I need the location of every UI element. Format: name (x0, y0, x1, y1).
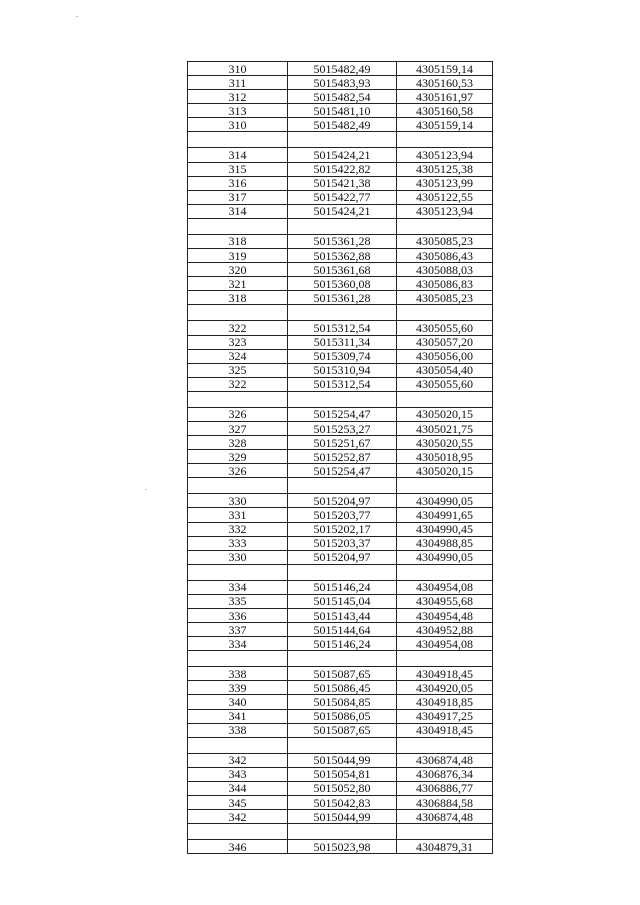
y-coordinate-cell: 4305020,15 (397, 407, 493, 421)
y-coordinate-cell: 4304990,05 (397, 494, 493, 508)
y-coordinate-cell: 4305054,40 (397, 363, 493, 377)
point-number-cell: 335 (188, 594, 288, 608)
x-coordinate-cell: 5015309,74 (288, 349, 397, 363)
table-row (188, 508, 493, 522)
point-number-cell: 338 (188, 723, 288, 737)
x-coordinate-cell: 5015254,47 (288, 464, 397, 478)
coordinates-table (187, 61, 493, 854)
x-coordinate-cell: 5015482,54 (288, 90, 397, 104)
empty-cell (397, 737, 493, 753)
table-row (188, 190, 493, 204)
y-coordinate-cell: 4304918,45 (397, 667, 493, 681)
table-row (188, 277, 493, 291)
y-coordinate-cell: 4305085,23 (397, 291, 493, 305)
table-row (188, 148, 493, 162)
empty-cell (288, 132, 397, 148)
point-number-cell: 323 (188, 335, 288, 349)
point-number-cell: 334 (188, 637, 288, 651)
table-row (188, 767, 493, 781)
table-row (188, 176, 493, 190)
table-spacer-row (188, 824, 493, 840)
point-number-cell: 339 (188, 681, 288, 695)
table-row (188, 349, 493, 363)
point-number-cell: 329 (188, 450, 288, 464)
table-row (188, 695, 493, 709)
x-coordinate-cell: 5015482,49 (288, 118, 397, 132)
point-number-cell: 322 (188, 321, 288, 335)
point-number-cell: 342 (188, 810, 288, 824)
y-coordinate-cell: 4305086,83 (397, 277, 493, 291)
table-row (188, 162, 493, 176)
x-coordinate-cell: 5015143,44 (288, 609, 397, 623)
x-coordinate-cell: 5015483,93 (288, 76, 397, 90)
empty-cell (288, 218, 397, 234)
table-row (188, 637, 493, 651)
y-coordinate-cell: 4305161,97 (397, 90, 493, 104)
point-number-cell: 344 (188, 781, 288, 795)
empty-cell (288, 824, 397, 840)
x-coordinate-cell: 5015086,45 (288, 681, 397, 695)
x-coordinate-cell: 5015145,04 (288, 594, 397, 608)
point-number-cell: 338 (188, 667, 288, 681)
y-coordinate-cell: 4305055,60 (397, 321, 493, 335)
table-row (188, 363, 493, 377)
x-coordinate-cell: 5015362,88 (288, 249, 397, 263)
empty-cell (288, 737, 397, 753)
table-row (188, 436, 493, 450)
y-coordinate-cell: 4305018,95 (397, 450, 493, 464)
y-coordinate-cell: 4304955,68 (397, 594, 493, 608)
table-row (188, 234, 493, 248)
empty-cell (288, 305, 397, 321)
y-coordinate-cell: 4305056,00 (397, 349, 493, 363)
y-coordinate-cell: 4305123,99 (397, 176, 493, 190)
table-row (188, 291, 493, 305)
y-coordinate-cell: 4306874,48 (397, 753, 493, 767)
table-row (188, 522, 493, 536)
table-spacer-row (188, 651, 493, 667)
empty-cell (397, 564, 493, 580)
table-row (188, 609, 493, 623)
x-coordinate-cell: 5015310,94 (288, 363, 397, 377)
y-coordinate-cell: 4304918,45 (397, 723, 493, 737)
coordinates-table-body (188, 62, 493, 854)
x-coordinate-cell: 5015202,17 (288, 522, 397, 536)
table-row (188, 377, 493, 391)
y-coordinate-cell: 4304917,25 (397, 709, 493, 723)
x-coordinate-cell: 5015361,28 (288, 234, 397, 248)
y-coordinate-cell: 4305125,38 (397, 162, 493, 176)
x-coordinate-cell: 5015312,54 (288, 321, 397, 335)
y-coordinate-cell: 4304954,08 (397, 637, 493, 651)
point-number-cell: 317 (188, 190, 288, 204)
table-row (188, 204, 493, 218)
y-coordinate-cell: 4304952,88 (397, 623, 493, 637)
point-number-cell: 310 (188, 118, 288, 132)
point-number-cell: 343 (188, 767, 288, 781)
x-coordinate-cell: 5015054,81 (288, 767, 397, 781)
empty-cell (397, 391, 493, 407)
table-row (188, 321, 493, 335)
point-number-cell: 345 (188, 796, 288, 810)
point-number-cell: 312 (188, 90, 288, 104)
table-row (188, 840, 493, 854)
x-coordinate-cell: 5015044,99 (288, 753, 397, 767)
point-number-cell: 318 (188, 291, 288, 305)
table-row (188, 76, 493, 90)
y-coordinate-cell: 4305020,15 (397, 464, 493, 478)
x-coordinate-cell: 5015084,85 (288, 695, 397, 709)
point-number-cell: 316 (188, 176, 288, 190)
x-coordinate-cell: 5015042,83 (288, 796, 397, 810)
table-spacer-row (188, 478, 493, 494)
x-coordinate-cell: 5015253,27 (288, 421, 397, 435)
table-spacer-row (188, 737, 493, 753)
empty-cell (397, 132, 493, 148)
scan-speck (76, 16, 78, 17)
empty-cell (188, 824, 288, 840)
table-row (188, 407, 493, 421)
y-coordinate-cell: 4304879,31 (397, 840, 493, 854)
empty-cell (288, 478, 397, 494)
empty-cell (188, 218, 288, 234)
point-number-cell: 321 (188, 277, 288, 291)
x-coordinate-cell: 5015203,37 (288, 536, 397, 550)
x-coordinate-cell: 5015254,47 (288, 407, 397, 421)
x-coordinate-cell: 5015146,24 (288, 637, 397, 651)
y-coordinate-cell: 4305057,20 (397, 335, 493, 349)
point-number-cell: 331 (188, 508, 288, 522)
table-row (188, 796, 493, 810)
point-number-cell: 326 (188, 464, 288, 478)
table-row (188, 249, 493, 263)
x-coordinate-cell: 5015421,38 (288, 176, 397, 190)
table-row (188, 709, 493, 723)
empty-cell (188, 391, 288, 407)
x-coordinate-cell: 5015044,99 (288, 810, 397, 824)
x-coordinate-cell: 5015360,08 (288, 277, 397, 291)
y-coordinate-cell: 4305085,23 (397, 234, 493, 248)
point-number-cell: 330 (188, 494, 288, 508)
point-number-cell: 346 (188, 840, 288, 854)
x-coordinate-cell: 5015361,28 (288, 291, 397, 305)
y-coordinate-cell: 4306886,77 (397, 781, 493, 795)
table-row (188, 450, 493, 464)
point-number-cell: 330 (188, 550, 288, 564)
x-coordinate-cell: 5015086,05 (288, 709, 397, 723)
table-row (188, 494, 493, 508)
y-coordinate-cell: 4305088,03 (397, 263, 493, 277)
empty-cell (397, 305, 493, 321)
table-row (188, 263, 493, 277)
point-number-cell: 336 (188, 609, 288, 623)
table-row (188, 421, 493, 435)
point-number-cell: 326 (188, 407, 288, 421)
scan-speck (145, 489, 147, 490)
x-coordinate-cell: 5015422,77 (288, 190, 397, 204)
point-number-cell: 341 (188, 709, 288, 723)
table-spacer-row (188, 132, 493, 148)
empty-cell (188, 132, 288, 148)
y-coordinate-cell: 4305021,75 (397, 421, 493, 435)
point-number-cell: 315 (188, 162, 288, 176)
table-row (188, 667, 493, 681)
y-coordinate-cell: 4305020,55 (397, 436, 493, 450)
x-coordinate-cell: 5015311,34 (288, 335, 397, 349)
x-coordinate-cell: 5015203,77 (288, 508, 397, 522)
point-number-cell: 325 (188, 363, 288, 377)
y-coordinate-cell: 4304918,85 (397, 695, 493, 709)
y-coordinate-cell: 4306876,34 (397, 767, 493, 781)
x-coordinate-cell: 5015422,82 (288, 162, 397, 176)
table-row (188, 118, 493, 132)
x-coordinate-cell: 5015144,64 (288, 623, 397, 637)
y-coordinate-cell: 4305055,60 (397, 377, 493, 391)
point-number-cell: 319 (188, 249, 288, 263)
point-number-cell: 327 (188, 421, 288, 435)
empty-cell (288, 651, 397, 667)
point-number-cell: 332 (188, 522, 288, 536)
y-coordinate-cell: 4305086,43 (397, 249, 493, 263)
point-number-cell: 320 (188, 263, 288, 277)
x-coordinate-cell: 5015087,65 (288, 723, 397, 737)
table-row (188, 623, 493, 637)
x-coordinate-cell: 5015424,21 (288, 148, 397, 162)
point-number-cell: 340 (188, 695, 288, 709)
table-row (188, 681, 493, 695)
y-coordinate-cell: 4305123,94 (397, 204, 493, 218)
table-row (188, 90, 493, 104)
empty-cell (288, 564, 397, 580)
point-number-cell: 314 (188, 204, 288, 218)
table-row (188, 104, 493, 118)
y-coordinate-cell: 4304988,85 (397, 536, 493, 550)
empty-cell (188, 651, 288, 667)
point-number-cell: 313 (188, 104, 288, 118)
x-coordinate-cell: 5015252,87 (288, 450, 397, 464)
empty-cell (397, 478, 493, 494)
empty-cell (397, 218, 493, 234)
point-number-cell: 342 (188, 753, 288, 767)
empty-cell (188, 305, 288, 321)
empty-cell (188, 478, 288, 494)
x-coordinate-cell: 5015481,10 (288, 104, 397, 118)
x-coordinate-cell: 5015424,21 (288, 204, 397, 218)
x-coordinate-cell: 5015482,49 (288, 62, 397, 76)
table-row (188, 781, 493, 795)
x-coordinate-cell: 5015251,67 (288, 436, 397, 450)
y-coordinate-cell: 4305159,14 (397, 118, 493, 132)
empty-cell (397, 824, 493, 840)
table-row (188, 536, 493, 550)
y-coordinate-cell: 4304991,65 (397, 508, 493, 522)
table-row (188, 753, 493, 767)
point-number-cell: 311 (188, 76, 288, 90)
y-coordinate-cell: 4304990,05 (397, 550, 493, 564)
y-coordinate-cell: 4305159,14 (397, 62, 493, 76)
y-coordinate-cell: 4305160,53 (397, 76, 493, 90)
table-row (188, 335, 493, 349)
table-row (188, 580, 493, 594)
x-coordinate-cell: 5015361,68 (288, 263, 397, 277)
x-coordinate-cell: 5015087,65 (288, 667, 397, 681)
table-spacer-row (188, 305, 493, 321)
y-coordinate-cell: 4305122,55 (397, 190, 493, 204)
y-coordinate-cell: 4304990,45 (397, 522, 493, 536)
table-spacer-row (188, 391, 493, 407)
empty-cell (397, 651, 493, 667)
point-number-cell: 328 (188, 436, 288, 450)
table-row (188, 810, 493, 824)
y-coordinate-cell: 4305160,58 (397, 104, 493, 118)
x-coordinate-cell: 5015204,97 (288, 494, 397, 508)
x-coordinate-cell: 5015312,54 (288, 377, 397, 391)
empty-cell (188, 737, 288, 753)
x-coordinate-cell: 5015204,97 (288, 550, 397, 564)
point-number-cell: 318 (188, 234, 288, 248)
y-coordinate-cell: 4306874,48 (397, 810, 493, 824)
empty-cell (288, 391, 397, 407)
point-number-cell: 334 (188, 580, 288, 594)
empty-cell (188, 564, 288, 580)
table-row (188, 550, 493, 564)
table-spacer-row (188, 218, 493, 234)
x-coordinate-cell: 5015023,98 (288, 840, 397, 854)
y-coordinate-cell: 4304954,08 (397, 580, 493, 594)
point-number-cell: 324 (188, 349, 288, 363)
y-coordinate-cell: 4304954,48 (397, 609, 493, 623)
table-spacer-row (188, 564, 493, 580)
table-row (188, 62, 493, 76)
y-coordinate-cell: 4305123,94 (397, 148, 493, 162)
table-row (188, 464, 493, 478)
point-number-cell: 322 (188, 377, 288, 391)
y-coordinate-cell: 4304920,05 (397, 681, 493, 695)
y-coordinate-cell: 4306884,58 (397, 796, 493, 810)
point-number-cell: 310 (188, 62, 288, 76)
point-number-cell: 333 (188, 536, 288, 550)
table-row (188, 723, 493, 737)
x-coordinate-cell: 5015052,80 (288, 781, 397, 795)
table-row (188, 594, 493, 608)
point-number-cell: 337 (188, 623, 288, 637)
point-number-cell: 314 (188, 148, 288, 162)
x-coordinate-cell: 5015146,24 (288, 580, 397, 594)
